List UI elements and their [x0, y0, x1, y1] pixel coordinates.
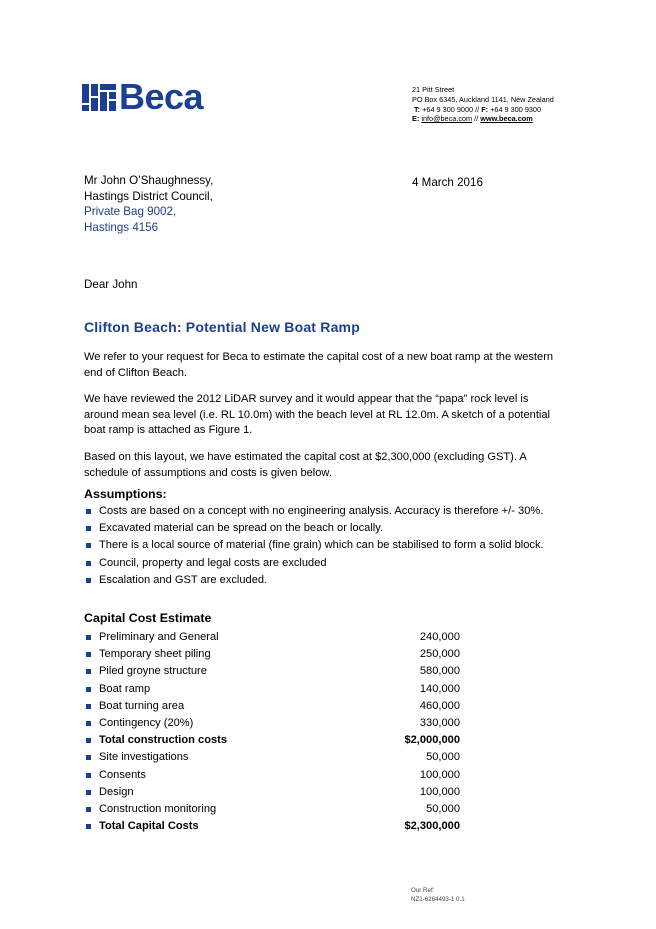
assumption-item: Escalation and GST are excluded.: [84, 572, 544, 589]
company-address: [412, 85, 554, 124]
cost-amount: 100,000: [419, 785, 460, 798]
bullet-icon: [86, 509, 91, 514]
salutation: Dear John: [84, 278, 138, 291]
ref-value: NZ1-6264493-1 0.1: [411, 896, 465, 903]
cost-amount: 580,000: [419, 665, 460, 678]
cost-label: Boat turning area: [99, 699, 185, 712]
cost-row: [84, 715, 460, 732]
cost-amount: 250,000: [419, 648, 460, 661]
assumption-item: Excavated material can be spread on the beach or locally.: [84, 520, 544, 537]
cost-label: Preliminary and General: [99, 631, 219, 643]
capital-cost-heading: Capital Cost Estimate: [84, 611, 212, 625]
cost-row: [84, 784, 460, 801]
bullet-icon: [86, 704, 91, 709]
bullet-icon: [86, 635, 91, 640]
cost-amount: $2,000,000: [404, 734, 460, 747]
bullet-icon: [86, 773, 91, 778]
bullet-icon: [86, 824, 91, 829]
cost-row: [84, 749, 460, 766]
address-street: 21 Pitt Street: [412, 85, 455, 94]
bullet-icon: [86, 578, 91, 583]
bullet-icon: [86, 561, 91, 566]
cost-total-row: [84, 818, 460, 835]
fax-number: +64 9 300 9300: [490, 104, 542, 114]
separator: //: [474, 114, 479, 124]
cost-amount: 240,000: [419, 631, 460, 643]
cost-label: Piled groyne structure: [99, 665, 207, 678]
address-contact-line: [412, 114, 554, 124]
cost-row: [84, 663, 460, 680]
cost-label: Boat ramp: [99, 682, 151, 695]
paragraph-3: Based on this layout, we have estimated the capital cost at $2,300,000 (excluding GST). A schedule of assumptions and costs is given below.: [84, 451, 527, 479]
capital-cost-list: [84, 629, 460, 835]
fax-label: F:: [481, 104, 489, 114]
cost-label: Total Capital Costs: [99, 820, 199, 833]
cost-row: [84, 681, 460, 698]
email-link[interactable]: info@beca.com: [421, 114, 473, 124]
tel-number: +64 9 300 9000: [422, 104, 474, 114]
beca-logo: [82, 76, 204, 117]
bullet-icon: [86, 687, 91, 692]
website-link[interactable]: www.beca.com: [480, 114, 533, 124]
assumptions-heading: Assumptions:: [84, 487, 167, 501]
tel-label: T:: [414, 104, 421, 114]
address-po-box: PO Box 6345, Auckland 1141, New Zealand: [412, 94, 554, 104]
assumption-item: Council, property and legal costs are excluded: [84, 555, 544, 572]
cost-amount: $2,300,000: [404, 820, 460, 833]
cost-label: Design: [99, 785, 134, 798]
separator: //: [475, 104, 480, 114]
address-phone-line: [412, 105, 554, 115]
cost-label: Total construction costs: [99, 734, 228, 747]
email-label: E:: [412, 114, 420, 124]
cost-label: Consents: [99, 768, 146, 781]
recipient-block: [84, 173, 213, 235]
cost-label: Temporary sheet piling: [99, 648, 211, 661]
bullet-icon: [86, 807, 91, 812]
letter-date: 4 March 2016: [412, 176, 483, 189]
logo-wordmark: Beca: [119, 76, 204, 117]
paragraph-1: We refer to your request for Beca to estimate the capital cost of a new boat ramp at the western end of Clifton Beach.: [84, 351, 554, 379]
letter-title: Clifton Beach: Potential New Boat Ramp: [84, 319, 360, 335]
cost-row: [84, 801, 460, 818]
bullet-icon: [86, 543, 91, 548]
assumption-item: There is a local source of material (fine grain) which can be stabilised to form a solid block.: [84, 537, 544, 554]
bullet-icon: [86, 738, 91, 743]
cost-amount: 50,000: [426, 751, 460, 764]
paragraph-2: We have reviewed the 2012 LiDAR survey and it would appear that the “papa” rock level is around mean sea level (i.e. RL 10.0m) with the beach level at RL 12.0m. A sketch of a potential boat ramp is attached as Figure 1.: [84, 393, 550, 436]
recipient-po: Private Bag 9002,: [84, 205, 177, 218]
cost-total-row: [84, 732, 460, 749]
bullet-icon: [86, 721, 91, 726]
our-reference: [411, 886, 465, 904]
bullet-icon: [86, 526, 91, 531]
bullet-icon: [86, 755, 91, 760]
assumption-item: Costs are based on a concept with no engineering analysis. Accuracy is therefore +/- 30%.: [84, 503, 544, 520]
cost-row: [84, 646, 460, 663]
cost-amount: 330,000: [419, 716, 460, 729]
ref-label: Our Ref:: [411, 887, 435, 894]
cost-amount: 140,000: [419, 682, 460, 695]
bullet-icon: [86, 669, 91, 674]
bullet-icon: [86, 652, 91, 657]
cost-label: Site investigations: [99, 751, 189, 764]
cost-amount: 50,000: [426, 802, 460, 815]
cost-row: [84, 698, 460, 715]
beca-logo-icon: [82, 84, 116, 111]
cost-amount: 100,000: [419, 768, 460, 781]
cost-amount: 460,000: [419, 699, 460, 712]
cost-label: Contingency (20%): [99, 716, 194, 729]
recipient-city: Hastings 4156: [84, 220, 159, 234]
cost-label: Construction monitoring: [99, 802, 217, 815]
cost-row: [84, 767, 460, 784]
assumptions-list: [84, 503, 544, 589]
recipient-org: Hastings District Council,: [84, 189, 213, 203]
cost-row: [84, 629, 460, 646]
recipient-name: Mr John O’Shaughnessy,: [84, 174, 214, 187]
bullet-icon: [86, 790, 91, 795]
